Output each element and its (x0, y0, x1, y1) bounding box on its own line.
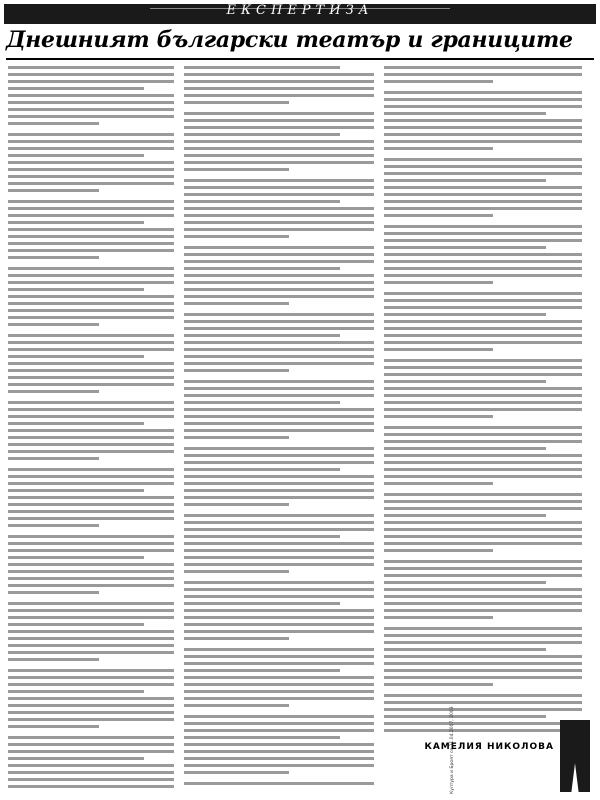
text-line-placeholder (184, 514, 374, 517)
text-line-placeholder (384, 394, 582, 397)
text-line-placeholder (8, 669, 174, 672)
text-line-placeholder (184, 757, 374, 760)
text-line-placeholder (8, 168, 174, 171)
text-line-placeholder (8, 482, 174, 485)
text-line-placeholder (8, 676, 174, 679)
text-line-placeholder (184, 704, 289, 707)
text-line-placeholder (184, 588, 374, 591)
text-line-placeholder (8, 743, 174, 746)
text-line-placeholder (384, 662, 582, 665)
text-line-placeholder (184, 369, 289, 372)
text-line-placeholder (8, 316, 174, 319)
text-line-placeholder (184, 609, 374, 612)
text-line-placeholder (8, 718, 174, 721)
text-line-placeholder (384, 595, 582, 598)
text-line-placeholder (384, 454, 582, 457)
text-line-placeholder (8, 542, 174, 545)
text-line-placeholder (384, 200, 582, 203)
text-line-placeholder (184, 87, 374, 90)
text-line-placeholder (8, 422, 144, 425)
text-line-placeholder (184, 267, 340, 270)
text-line-placeholder (184, 387, 374, 390)
text-line-placeholder (384, 214, 493, 217)
text-line-placeholder (184, 133, 340, 136)
text-line-placeholder (384, 281, 493, 284)
text-line-placeholder (184, 380, 374, 383)
text-line-placeholder (8, 401, 174, 404)
text-line-placeholder (384, 574, 582, 577)
text-line-placeholder (8, 147, 174, 150)
text-line-placeholder (8, 510, 174, 513)
text-line-placeholder (384, 66, 582, 69)
text-line-placeholder (8, 140, 174, 143)
text-line-placeholder (184, 447, 374, 450)
text-line-placeholder (8, 489, 144, 492)
text-line-placeholder (184, 528, 374, 531)
text-line-placeholder (184, 80, 374, 83)
text-line-placeholder (8, 556, 144, 559)
text-line-placeholder (384, 426, 582, 429)
text-line-placeholder (184, 193, 374, 196)
text-line-placeholder (384, 165, 582, 168)
text-line-placeholder (384, 105, 582, 108)
text-line-placeholder (384, 701, 582, 704)
text-line-placeholder (184, 408, 374, 411)
section-label: ЕКСПЕРТИЗА (226, 3, 374, 18)
text-line-placeholder (384, 528, 582, 531)
text-line-placeholder (8, 429, 174, 432)
text-line-placeholder (184, 637, 289, 640)
text-line-placeholder (184, 697, 374, 700)
zipper-pull-graphic (560, 720, 590, 792)
text-line-placeholder (184, 563, 374, 566)
text-line-placeholder (184, 729, 374, 732)
text-line-placeholder (8, 115, 174, 118)
text-line-placeholder (8, 577, 174, 580)
text-line-placeholder (8, 348, 174, 351)
headline-rule (6, 58, 594, 60)
text-line-placeholder (384, 729, 582, 732)
text-line-placeholder (384, 207, 582, 210)
text-line-placeholder (384, 126, 582, 129)
text-line-placeholder (184, 200, 340, 203)
text-line-placeholder (384, 73, 582, 76)
text-line-placeholder (384, 186, 582, 189)
text-line-placeholder (184, 302, 289, 305)
text-line-placeholder (384, 609, 582, 612)
article-headline: Днешният български театър и границите (6, 27, 573, 53)
text-line-placeholder (8, 94, 174, 97)
text-line-placeholder (384, 475, 582, 478)
text-line-placeholder (184, 722, 374, 725)
text-line-placeholder (184, 355, 374, 358)
text-line-placeholder (184, 341, 374, 344)
text-line-placeholder (184, 556, 374, 559)
text-line-placeholder (184, 66, 340, 69)
text-line-placeholder (384, 373, 582, 376)
text-line-placeholder (184, 161, 374, 164)
text-line-placeholder (384, 140, 582, 143)
text-line-placeholder (384, 560, 582, 563)
text-line-placeholder (184, 623, 374, 626)
text-line-placeholder (184, 454, 374, 457)
text-line-placeholder (8, 602, 174, 605)
text-line-placeholder (8, 189, 99, 192)
text-line-placeholder (184, 394, 374, 397)
text-line-placeholder (184, 482, 374, 485)
text-line-placeholder (8, 383, 174, 386)
text-line-placeholder (384, 366, 582, 369)
text-line-placeholder (184, 690, 374, 693)
text-line-placeholder (184, 281, 374, 284)
text-line-placeholder (384, 447, 546, 450)
text-line-placeholder (384, 655, 582, 658)
text-line-placeholder (8, 683, 174, 686)
text-line-placeholder (8, 570, 174, 573)
text-line-placeholder (8, 549, 174, 552)
text-line-placeholder (8, 757, 144, 760)
text-line-placeholder (8, 524, 99, 527)
text-line-placeholder (384, 535, 582, 538)
text-line-placeholder (8, 161, 174, 164)
text-line-placeholder (384, 669, 582, 672)
text-line-placeholder (184, 362, 374, 365)
text-line-placeholder (384, 676, 582, 679)
text-line-placeholder (184, 581, 374, 584)
text-line-placeholder (184, 401, 340, 404)
text-line-placeholder (8, 609, 174, 612)
text-line-placeholder (384, 616, 493, 619)
text-line-placeholder (8, 249, 174, 252)
text-line-placeholder (8, 101, 174, 104)
text-line-placeholder (8, 334, 174, 337)
text-line-placeholder (384, 267, 582, 270)
text-line-placeholder (384, 542, 582, 545)
text-line-placeholder (384, 348, 493, 351)
text-line-placeholder (8, 73, 174, 76)
text-line-placeholder (384, 387, 582, 390)
text-line-placeholder (384, 588, 582, 591)
text-line-placeholder (384, 320, 582, 323)
text-line-placeholder (384, 493, 582, 496)
text-line-placeholder (384, 225, 582, 228)
text-line-placeholder (384, 306, 582, 309)
text-line-placeholder (8, 408, 174, 411)
text-line-placeholder (184, 715, 374, 718)
text-line-placeholder (8, 517, 174, 520)
text-line-placeholder (384, 341, 582, 344)
text-line-placeholder (8, 302, 174, 305)
text-line-placeholder (184, 630, 374, 633)
text-line-placeholder (384, 468, 582, 471)
text-line-placeholder (8, 87, 144, 90)
text-line-placeholder (184, 288, 374, 291)
text-line-placeholder (184, 461, 374, 464)
text-line-placeholder (8, 778, 174, 781)
text-line-placeholder (184, 207, 374, 210)
text-line-placeholder (384, 602, 582, 605)
text-line-placeholder (184, 542, 374, 545)
text-line-placeholder (8, 281, 174, 284)
text-line-placeholder (8, 690, 144, 693)
text-line-placeholder (8, 228, 174, 231)
text-line-placeholder (184, 743, 374, 746)
text-line-placeholder (184, 94, 374, 97)
text-line-placeholder (384, 239, 582, 242)
text-line-placeholder (184, 535, 340, 538)
text-line-placeholder (184, 489, 374, 492)
text-line-placeholder (184, 147, 374, 150)
text-line-placeholder (8, 200, 174, 203)
text-line-placeholder (384, 401, 582, 404)
text-line-placeholder (8, 651, 174, 654)
text-line-placeholder (8, 637, 174, 640)
text-line-placeholder (384, 292, 582, 295)
text-line-placeholder (8, 80, 174, 83)
text-line-placeholder (184, 764, 374, 767)
text-line-placeholder (8, 771, 174, 774)
text-line-placeholder (384, 415, 493, 418)
text-line-placeholder (8, 584, 174, 587)
text-line-placeholder (384, 408, 582, 411)
text-line-placeholder (384, 507, 582, 510)
text-line-placeholder (8, 175, 174, 178)
text-line-placeholder (184, 595, 374, 598)
text-line-placeholder (8, 764, 174, 767)
text-line-placeholder (384, 648, 546, 651)
text-line-placeholder (8, 66, 174, 69)
article-column-2 (184, 66, 374, 794)
text-line-placeholder (184, 422, 374, 425)
text-line-placeholder (184, 253, 374, 256)
article-column-1 (8, 66, 174, 794)
text-line-placeholder (8, 415, 174, 418)
text-line-placeholder (384, 179, 546, 182)
text-line-placeholder (184, 295, 374, 298)
author-byline: КАМЕЛИЯ НИКОЛОВА (424, 742, 554, 752)
text-line-placeholder (184, 260, 374, 263)
text-line-placeholder (8, 468, 174, 471)
text-line-placeholder (184, 736, 340, 739)
text-line-placeholder (8, 390, 99, 393)
text-line-placeholder (384, 683, 493, 686)
text-line-placeholder (384, 514, 546, 517)
text-line-placeholder (184, 655, 374, 658)
text-line-placeholder (384, 119, 582, 122)
text-line-placeholder (8, 235, 174, 238)
text-line-placeholder (8, 616, 174, 619)
text-line-placeholder (184, 570, 289, 573)
text-line-placeholder (8, 362, 174, 365)
text-line-placeholder (8, 376, 174, 379)
text-line-placeholder (384, 253, 582, 256)
text-line-placeholder (8, 591, 99, 594)
text-line-placeholder (184, 246, 374, 249)
text-line-placeholder (184, 676, 374, 679)
text-line-placeholder (8, 274, 174, 277)
text-line-placeholder (8, 221, 144, 224)
text-line-placeholder (8, 697, 174, 700)
text-line-placeholder (384, 694, 582, 697)
text-line-placeholder (8, 214, 174, 217)
text-line-placeholder (184, 119, 374, 122)
text-line-placeholder (8, 457, 99, 460)
text-line-placeholder (184, 179, 374, 182)
text-line-placeholder (184, 228, 374, 231)
text-line-placeholder (8, 133, 174, 136)
text-line-placeholder (384, 274, 582, 277)
text-line-placeholder (184, 274, 374, 277)
text-line-placeholder (384, 172, 582, 175)
text-line-placeholder (184, 214, 374, 217)
text-line-placeholder (384, 641, 582, 644)
text-line-placeholder (184, 662, 374, 665)
text-line-placeholder (8, 436, 174, 439)
text-line-placeholder (184, 429, 374, 432)
text-line-placeholder (8, 154, 144, 157)
text-line-placeholder (8, 341, 174, 344)
text-line-placeholder (384, 482, 493, 485)
text-line-placeholder (384, 193, 582, 196)
text-line-placeholder (384, 440, 582, 443)
text-line-placeholder (384, 158, 582, 161)
text-line-placeholder (8, 623, 144, 626)
text-line-placeholder (184, 436, 289, 439)
text-line-placeholder (184, 168, 289, 171)
text-line-placeholder (184, 648, 374, 651)
text-line-placeholder (384, 91, 582, 94)
text-line-placeholder (8, 267, 174, 270)
text-line-placeholder (384, 80, 493, 83)
text-line-placeholder (184, 415, 374, 418)
text-line-placeholder (184, 782, 374, 785)
text-line-placeholder (384, 627, 582, 630)
text-line-placeholder (8, 295, 174, 298)
text-line-placeholder (384, 380, 546, 383)
text-line-placeholder (8, 736, 174, 739)
text-line-placeholder (184, 221, 374, 224)
text-line-placeholder (184, 750, 374, 753)
text-line-placeholder (184, 126, 374, 129)
text-line-placeholder (184, 186, 374, 189)
text-line-placeholder (384, 313, 546, 316)
text-line-placeholder (8, 496, 174, 499)
text-line-placeholder (8, 108, 174, 111)
text-line-placeholder (384, 299, 582, 302)
text-line-placeholder (184, 669, 340, 672)
text-line-placeholder (384, 433, 582, 436)
text-line-placeholder (384, 722, 582, 725)
text-line-placeholder (184, 616, 374, 619)
text-line-placeholder (384, 581, 546, 584)
article-column-3 (384, 66, 582, 736)
text-line-placeholder (384, 708, 582, 711)
text-line-placeholder (8, 630, 174, 633)
text-line-placeholder (384, 147, 493, 150)
text-line-placeholder (184, 313, 374, 316)
text-line-placeholder (384, 112, 546, 115)
text-line-placeholder (384, 133, 582, 136)
text-line-placeholder (8, 475, 174, 478)
text-line-placeholder (184, 683, 374, 686)
text-line-placeholder (8, 288, 144, 291)
text-line-placeholder (8, 369, 174, 372)
text-line-placeholder (184, 101, 289, 104)
text-line-placeholder (8, 207, 174, 210)
text-line-placeholder (184, 496, 374, 499)
text-line-placeholder (184, 140, 374, 143)
text-line-placeholder (8, 785, 174, 788)
text-line-placeholder (8, 182, 174, 185)
text-line-placeholder (184, 348, 374, 351)
text-line-placeholder (184, 468, 340, 471)
text-line-placeholder (384, 567, 582, 570)
text-line-placeholder (184, 771, 289, 774)
text-line-placeholder (184, 503, 289, 506)
text-line-placeholder (8, 644, 174, 647)
text-line-placeholder (184, 154, 374, 157)
text-line-placeholder (184, 521, 374, 524)
text-line-placeholder (8, 242, 174, 245)
text-line-placeholder (8, 122, 99, 125)
text-line-placeholder (384, 334, 582, 337)
text-line-placeholder (184, 549, 374, 552)
text-line-placeholder (184, 235, 289, 238)
text-line-placeholder (184, 327, 374, 330)
text-line-placeholder (8, 658, 99, 661)
text-line-placeholder (384, 246, 546, 249)
text-line-placeholder (8, 725, 99, 728)
text-line-placeholder (384, 521, 582, 524)
source-credit-line: Култура и Броят се 21.04.2007, 2003 (450, 706, 455, 794)
text-line-placeholder (8, 704, 174, 707)
text-line-placeholder (384, 549, 493, 552)
text-line-placeholder (184, 475, 374, 478)
text-line-placeholder (184, 602, 340, 605)
text-line-placeholder (384, 232, 582, 235)
text-line-placeholder (8, 711, 174, 714)
text-line-placeholder (384, 98, 582, 101)
text-line-placeholder (384, 359, 582, 362)
text-line-placeholder (8, 563, 174, 566)
text-line-placeholder (384, 327, 582, 330)
text-line-placeholder (8, 323, 99, 326)
text-line-placeholder (184, 73, 374, 76)
text-line-placeholder (384, 461, 582, 464)
text-line-placeholder (8, 309, 174, 312)
text-line-placeholder (8, 355, 144, 358)
text-line-placeholder (8, 750, 174, 753)
text-line-placeholder (384, 260, 582, 263)
text-line-placeholder (8, 450, 174, 453)
text-line-placeholder (8, 256, 99, 259)
text-line-placeholder (384, 715, 546, 718)
text-line-placeholder (384, 500, 582, 503)
text-line-placeholder (184, 334, 340, 337)
text-line-placeholder (8, 503, 174, 506)
text-line-placeholder (184, 320, 374, 323)
text-line-placeholder (384, 634, 582, 637)
text-line-placeholder (184, 112, 374, 115)
text-line-placeholder (8, 443, 174, 446)
text-line-placeholder (8, 535, 174, 538)
